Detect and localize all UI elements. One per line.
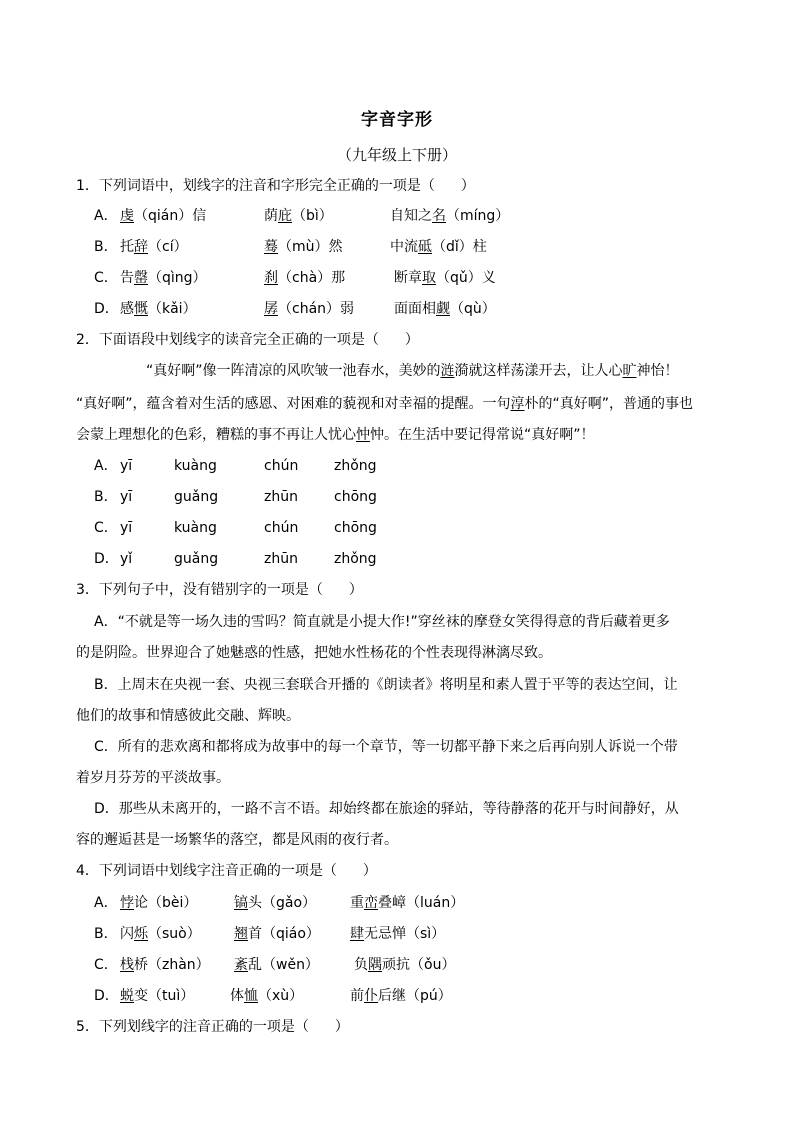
option-b-item-2 [264, 237, 343, 257]
underlined-char: 翘 [234, 926, 248, 942]
pinyin-3: zhūn [264, 489, 298, 505]
item-text: 感 [120, 301, 134, 317]
item-text: 桥（zhàn） [134, 957, 210, 973]
underlined-char: 罄 [134, 270, 148, 286]
question-text-end: ） [404, 332, 419, 348]
q3-option-b-line-2: 他们的故事和情感彼此交融、辉映。 [76, 708, 300, 724]
item-text: 重 [350, 895, 364, 911]
underlined-char: 紊 [234, 957, 248, 973]
option-c-item-1 [120, 955, 210, 975]
underlined-char: 刹 [264, 270, 278, 286]
item-text: 断章 [394, 270, 422, 286]
option-d-item-2 [230, 986, 303, 1006]
q2-option-c [94, 518, 377, 538]
item-text: （mù）然 [278, 239, 343, 255]
option-c-item-2 [234, 955, 319, 975]
item-text: 体 [230, 988, 244, 1004]
option-b-item-1 [120, 924, 201, 944]
item-text: （míng） [446, 208, 510, 224]
pinyin-1: yǐ [120, 551, 133, 567]
option-label: D． [94, 551, 119, 567]
item-text: 前 [350, 988, 364, 1004]
item-text: 荫 [264, 208, 278, 224]
question-text: 1．下列词语中，划线字的注音和字形完全正确的一项是（ [76, 178, 435, 194]
option-a-item-1 [120, 893, 197, 913]
passage-text: 会蒙上理想化的色彩，糟糕的事不再让人忧心 [76, 427, 356, 443]
underlined-char: 涟 [440, 363, 455, 379]
underlined-char: 庇 [278, 208, 292, 224]
item-text: （chán）弱 [278, 301, 355, 317]
item-text: （cí） [148, 239, 188, 255]
q2-passage-line-3 [76, 425, 595, 445]
q2-passage-line-1 [146, 361, 679, 381]
underlined-char: 悖 [120, 895, 134, 911]
underlined-char: 取 [422, 270, 436, 286]
underlined-char: 虔 [120, 208, 134, 224]
option-label: A． [94, 895, 118, 911]
option-d-item-1 [120, 986, 194, 1006]
underlined-char: 峦 [364, 895, 378, 911]
item-text: 负 [354, 957, 368, 973]
underlined-char: 蓦 [264, 239, 278, 255]
option-b-item-3 [390, 237, 487, 257]
q1-option-c [94, 268, 496, 288]
q4-option-c [94, 955, 456, 975]
option-d-item-3 [350, 986, 452, 1006]
q4-option-d [94, 986, 452, 1006]
q3-option-c-line-1: C．所有的悲欢离和都将成为故事中的每一个章节，等一切都平静下来之后再向别人诉说一个带 [94, 739, 678, 755]
question-text-end: ） [460, 178, 475, 194]
underlined-char: 辞 [134, 239, 148, 255]
item-text: （bì） [292, 208, 333, 224]
option-label: C． [94, 520, 118, 536]
item-text: 面面相 [394, 301, 436, 317]
item-text: 中流 [390, 239, 418, 255]
underlined-char: 隅 [368, 957, 382, 973]
option-d-item-3 [394, 299, 496, 319]
item-text: 闪 [120, 926, 134, 942]
pinyin-4: chōng [334, 520, 377, 536]
item-text: （suò） [148, 926, 201, 942]
question-text-end: ） [348, 582, 363, 598]
pinyin-2: guǎng [174, 489, 219, 505]
item-text: 自知之 [390, 208, 432, 224]
item-text: 告 [120, 270, 134, 286]
q3-option-a-line-1: A．“不就是等一场久违的雪吗？简直就是小提大作!”穿丝袜的摩登女笑得得意的背后藏着更多 [94, 614, 670, 630]
pinyin-3: chún [264, 458, 299, 474]
item-text: （chà）那 [278, 270, 346, 286]
option-d-item-1 [120, 299, 197, 319]
question-3-stem [76, 580, 363, 600]
passage-text: 漪 [454, 363, 469, 379]
question-4-stem [76, 861, 377, 881]
pinyin-3: chún [264, 520, 299, 536]
option-label: D． [94, 301, 119, 317]
underlined-char: 名 [432, 208, 446, 224]
item-text: 头（gǎo） [248, 895, 317, 911]
option-c-item-3 [394, 268, 496, 288]
item-text: （xù） [258, 988, 304, 1004]
item-text: （dǐ）柱 [432, 239, 487, 255]
option-label: C． [94, 957, 118, 973]
q3-option-c-line-2: 着岁月芬芳的平淡故事。 [76, 770, 230, 786]
item-text: 后继（pú） [378, 988, 452, 1004]
underlined-char: 觑 [436, 301, 450, 317]
option-label: A． [94, 458, 118, 474]
item-text: （qìng） [148, 270, 207, 286]
underlined-char: 肆 [350, 926, 364, 942]
q2-passage-line-2 [76, 394, 693, 414]
question-text: 5．下列划线字的注音正确的一项是（ [76, 1019, 309, 1035]
option-b-item-3 [350, 924, 445, 944]
passage-text: 忡。在生活中要记得常说“真好啊”！ [370, 427, 595, 443]
option-c-item-3 [354, 955, 455, 975]
pinyin-2: guǎng [174, 551, 219, 567]
q3-option-d-line-1: D．那些从未离开的，一路不言不语。却始终都在旅途的驿站，等待静落的花开与时间静好，从 [94, 801, 679, 817]
underlined-char: 烁 [134, 926, 148, 942]
q2-option-d [94, 549, 377, 569]
passage-text: “真好啊”，蕴含着对生活的感恩、对困难的藐视和对幸福的提醒。一句 [76, 396, 511, 412]
option-c-item-2 [264, 268, 345, 288]
passage-text: 就这样荡漾开去，让人心 [468, 363, 623, 379]
option-a-item-3 [390, 206, 509, 226]
option-label: B． [94, 239, 118, 255]
option-d-item-2 [264, 299, 354, 319]
option-a-item-3 [350, 893, 464, 913]
q2-option-a [94, 456, 377, 476]
option-b-item-1 [120, 237, 188, 257]
q3-option-b-line-1: B．上周末在央视一套、央视三套联合开播的《朗读者》将明星和素人置于平等的表达空间，让 [94, 677, 678, 693]
item-text: （qǔ）义 [436, 270, 496, 286]
underlined-char: 恤 [244, 988, 258, 1004]
item-text: （qián）信 [134, 208, 207, 224]
option-label: D． [94, 988, 119, 1004]
underlined-char: 孱 [264, 301, 278, 317]
item-text: 叠嶂（luán） [378, 895, 465, 911]
pinyin-1: yī [120, 489, 133, 505]
underlined-char: 旷 [622, 363, 637, 379]
underlined-char: 栈 [120, 957, 134, 973]
option-b-item-2 [234, 924, 320, 944]
q1-option-a [94, 206, 510, 226]
option-label: A． [94, 208, 118, 224]
underlined-char: 淳 [510, 396, 525, 412]
question-text-end: ） [362, 863, 377, 879]
item-text: 论（bèi） [134, 895, 198, 911]
q4-option-a [94, 893, 465, 913]
item-text: 无忌惮（sì） [364, 926, 446, 942]
option-a-item-1 [120, 206, 206, 226]
pinyin-1: yī [120, 520, 133, 536]
item-text: 乱（wěn） [248, 957, 319, 973]
pinyin-4: chōng [334, 489, 377, 505]
underlined-char: 慨 [134, 301, 148, 317]
item-text: （kǎi） [148, 301, 197, 317]
q3-option-d-line-2: 容的邂逅甚是一场繁华的落空，都是风雨的夜行者。 [76, 832, 398, 848]
underlined-char: 镐 [234, 895, 248, 911]
item-text: 顽抗（ǒu） [382, 957, 456, 973]
item-text: （qù） [450, 301, 496, 317]
option-c-item-1 [120, 268, 207, 288]
passage-text: 朴的“真好啊”，普通的事也 [524, 396, 694, 412]
pinyin-1: yī [120, 458, 133, 474]
pinyin-2: kuàng [174, 458, 217, 474]
question-text: 4．下列词语中划线字注音正确的一项是（ [76, 863, 337, 879]
question-text: 2．下面语段中划线字的读音完全正确的一项是（ [76, 332, 379, 348]
q1-option-b [94, 237, 487, 257]
q4-option-b [94, 924, 446, 944]
page-title: 字音字形 [361, 110, 433, 130]
passage-text: “真好啊”像一阵清凉的风吹皱一池春水，美妙的 [146, 363, 441, 379]
option-label: B． [94, 926, 118, 942]
option-label: B． [94, 489, 118, 505]
item-text: 托 [120, 239, 134, 255]
item-text: 变（tuì） [134, 988, 195, 1004]
underlined-char: 蜕 [120, 988, 134, 1004]
pinyin-3: zhūn [264, 551, 298, 567]
pinyin-2: kuàng [174, 520, 217, 536]
pinyin-4: zhǒng [334, 551, 377, 567]
question-5-stem [76, 1017, 349, 1037]
option-a-item-2 [264, 206, 333, 226]
question-text-end: ） [334, 1019, 349, 1035]
question-text: 3．下列句子中，没有错别字的一项是（ [76, 582, 323, 598]
underlined-char: 忡 [356, 427, 370, 443]
question-2-stem [76, 330, 419, 350]
passage-text: 神怡！ [636, 363, 679, 379]
page-subtitle: （九年级上下册） [336, 146, 457, 164]
option-a-item-2 [234, 893, 316, 913]
underlined-char: 砥 [418, 239, 432, 255]
q3-option-a-line-2: 的是阴险。世界迎合了她魅惑的性感，把她水性杨花的个性表现得淋漓尽致。 [76, 645, 552, 661]
q1-option-d [94, 299, 496, 319]
q2-option-b [94, 487, 377, 507]
pinyin-4: zhǒng [334, 458, 377, 474]
item-text: 首（qiáo） [248, 926, 320, 942]
underlined-char: 仆 [364, 988, 378, 1004]
option-label: C． [94, 270, 118, 286]
question-1-stem [76, 176, 475, 196]
